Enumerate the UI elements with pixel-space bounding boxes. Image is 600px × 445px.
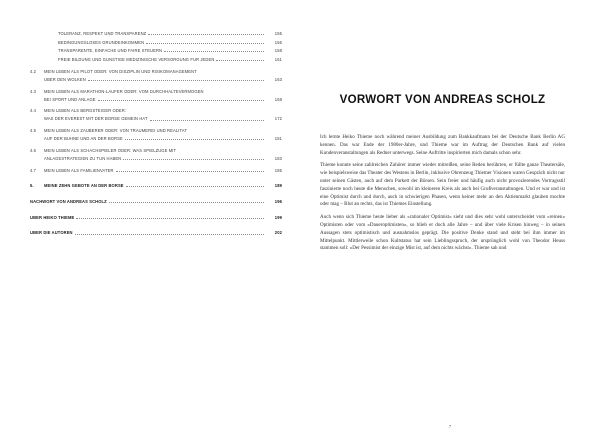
toc-leader-dots	[164, 49, 264, 52]
chapter-title: VORWORT VON ANDREAS SCHOLZ	[339, 92, 546, 106]
toc-leader-dots	[123, 157, 264, 160]
toc-entry-title: MEIN LEBEN ALS ZAUBERER ODER: VON TRAUMEREI UND REALITAT	[44, 128, 187, 134]
toc-entry-page: 199	[274, 214, 282, 220]
right-page-chapter-opener	[300, 0, 600, 445]
toc-leader-dots	[146, 41, 264, 44]
toc-entry-title: UBER HEIKO THIEME	[30, 214, 75, 220]
toc-entry-page: 163	[274, 76, 282, 82]
toc-entry-title: MEIN LEBEN ALS PILOT ODER: VON DISZIPLIN UND RISIKOMANAGEMENT	[44, 68, 197, 74]
toc-entry-title: TRANSPARENTE, EINFACHE UND FAIRE STEUERN	[58, 48, 163, 54]
toc-entry-title: MEIN LEBEN ALS BERGSTEIGER ODER:	[44, 108, 127, 114]
toc-leader-dots	[109, 200, 264, 203]
toc-entry	[30, 49, 282, 53]
toc-entry-number: 4.4	[30, 108, 37, 114]
toc-entry-page: 156	[274, 39, 282, 45]
toc-entry-page: 161	[274, 57, 282, 63]
toc-entry-page: 168	[274, 96, 282, 102]
toc-entry	[30, 70, 282, 82]
toc-entry-number: 4.2	[30, 68, 37, 74]
toc-entry	[30, 149, 282, 161]
toc-entry	[30, 41, 282, 45]
toc-entry-title: FREIE BILDUNG UND GUNSTIGE MEDIZINISCHE VERSORGUNG FUR JEDEN	[58, 57, 215, 63]
toc-entry-number: 5.	[30, 183, 34, 189]
toc-leader-dots	[148, 32, 264, 35]
toc-entry-title-line2: ANLAGESTRATEGIEN ZU TUN HABEN	[44, 155, 122, 161]
toc-entry-title: MEIN LEBEN ALS FAMILIENVATER	[44, 167, 114, 173]
toc-entry-major	[30, 216, 282, 220]
toc-leader-dots	[116, 169, 264, 172]
toc-leader-dots	[125, 137, 264, 140]
toc-entry-page: 158	[274, 48, 282, 54]
toc-leader-dots	[88, 78, 264, 81]
toc-entry-number: 4.7	[30, 167, 37, 173]
toc-entry-title-line2: WAS DER EVEREST MIT DER BORSE GEMEIN HAT	[44, 116, 148, 122]
toc-entry	[30, 32, 282, 36]
toc-entry-number: 4.5	[30, 128, 37, 134]
toc-entry-page: 155	[274, 31, 282, 36]
toc-entry-major	[30, 200, 282, 204]
toc-entry-page: 202	[274, 230, 282, 236]
toc-entry	[30, 129, 282, 141]
toc-entry-page: 181	[274, 136, 282, 142]
toc-entry	[30, 58, 282, 62]
toc-entry-title-line2: UBER DEN WOLKEN	[44, 76, 86, 82]
toc-entry-title-line2: BEI SPORT UND ANLAGE	[44, 96, 96, 102]
chapter-body	[320, 134, 565, 253]
toc-leader-dots	[98, 98, 264, 101]
toc-entry-page: 189	[274, 183, 282, 189]
toc-entry-page: 196	[274, 199, 282, 205]
toc-leader-dots	[76, 216, 264, 219]
toc-entry-major	[30, 184, 282, 188]
body-paragraph: Ich lernte Heiko Thieme noch während meiner Ausbildung zum Bankkaufmann bei der Deutsche Bank Berlin AG kennen. Das war Ende der 1980er-Jahre, und Thieme war im Auftrag der Deutschen Bank auf vielen Kundenveranstaltungen als Redner unterwegs. Seine Auftritte inspirierten mich damals schon sehr.	[320, 134, 565, 156]
toc-entry-page: 172	[274, 116, 282, 122]
toc-entry	[30, 109, 282, 121]
toc-entry-title: MEIN LEBEN ALS SCHACHSPIELER ODER: WAS SPIELZUGE MIT	[44, 147, 177, 153]
toc-entry-page: 185	[274, 167, 282, 173]
toc-entry-page: 183	[274, 155, 282, 161]
toc-entry-title: UBER DIE AUTOREN	[30, 230, 73, 236]
toc-entry-title: MEIN LEBEN ALS MARATHON-LAUFER ODER: VOM DURCHHALTEVERMOGEN	[44, 88, 204, 94]
toc-entry	[30, 169, 282, 173]
toc-entry-number: 4.3	[30, 88, 37, 94]
toc-entry-title: MEINE ZEHN GEBOTE AN DER BORSE	[44, 183, 124, 189]
toc-entry	[30, 90, 282, 102]
page-number-folio: 7	[448, 424, 452, 429]
toc-entry-number: 4.6	[30, 147, 37, 153]
toc-entry-title-line2: AUF DER BUHNE UND AN DER BORSE	[44, 136, 123, 142]
toc-leader-dots	[126, 184, 264, 187]
toc-entry-major	[30, 231, 282, 235]
toc-leader-dots	[150, 118, 264, 121]
toc-entry-title: BEDINGUNGSLOSES GRUNDEINKOMMEN	[58, 39, 145, 45]
toc-list	[30, 32, 282, 236]
body-paragraph: Auch wenn sich Thieme heute lieber als »rationaler Optimist« sieht und dies sehr wohl unterscheidet vom »reinen« Optimisten oder vom »Daueroptimisten«, so blieb er doch alle Jahre – und über viele Krisen hinweg – in seinen Aussagen stets optimistisch und ausnahmslos geprägt. Die positive Denke stand und steht bei ihm immer im Mittelpunkt. Mittlerweile schon Kultstatus hat sein Lieblingsspruch, der ursprünglich wohl von Theodor Heuss stammen soll: »Der Pessimist der einzige Mist ist, auf dem nichts wächst«. Thieme sah und	[320, 214, 565, 252]
toc-entry-title: NACHWORT VON ANDREAS SCHOLZ	[30, 199, 107, 205]
toc-leader-dots	[216, 58, 264, 61]
body-paragraph: Thieme konnte seine zahlreichen Zuhörer immer wieder mitreißen, seine Reden berührten, er füllte ganze Theatersäle, wie beispielsweise das Theater des Westens in Berlin, inklusive Ohrenzeug Thiemer Visionen waren Gespräch nicht nur unter seinen Gästen, auch auf dem Parkett der Börsen. Sein freier und häufig auch nicht provozierendes Vortragsstil faszinierte noch heute die Menschen, sowohl im kleineren Kreis als auch bei Großveranstaltungen. Und er war und ist eine Optimist durch und durch, auch in schwierigen Phasen, wenn keiner mehr an den Aktienmarkt glauben mochte oder mag – Blut an rechts, das ist Thiemes Einstellung.	[320, 162, 565, 208]
toc-leader-dots	[75, 232, 264, 235]
toc-entry-title: TOLERANZ, RESPEKT UND TRANSPARENZ	[58, 31, 147, 36]
